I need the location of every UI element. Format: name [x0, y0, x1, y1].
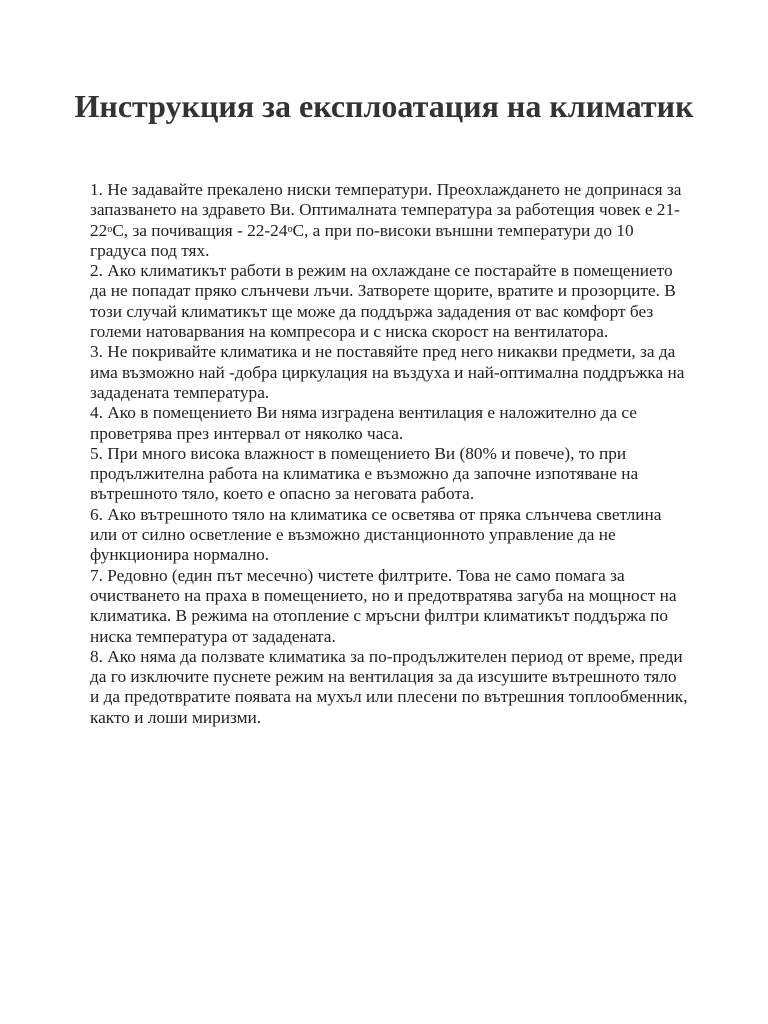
- instruction-item-2: 2. Ако климатикът работи в режим на охлаждане се постарайте в помещението да не попадат пряко слънчеви лъчи. Затворете щорите, вратите и прозорците. В този случай климатикът ще може да поддържа зададения от вас комфорт без големи натоварвания на компресора и с ниска скорост на вентилатора.: [90, 261, 676, 342]
- instruction-item-1-part-c: С, а при по-високи външни температури до 10 градуса под тях.: [90, 220, 634, 260]
- instruction-list: [90, 180, 690, 728]
- degree-mark: о: [287, 223, 293, 235]
- document-title: Инструкция за експлоатация на климатик: [74, 88, 694, 124]
- instruction-item-6: 6. Ако вътрешното тяло на климатика се осветява от пряка слънчева светлина или от силно осветление е възможно дистанционното управление да не функционира нормално.: [90, 504, 662, 565]
- instruction-item-3: 3. Не покривайте климатика и не поставяйте пред него никакви предмети, за да има възможно най -добра циркулация на въздуха и най-оптимална поддръжка на зададената температура.: [90, 342, 685, 402]
- instruction-item-1: [90, 180, 690, 261]
- instruction-item-7: 7. Редовно (един път месечно) чистете филтрите. Това не само помага за очистването на праха в помещението, но и предотвратява загуба на мощност на климатика. В режима на отопление с мръсни филтри климатикът поддържа по ниска температура от зададената.: [90, 565, 677, 646]
- instruction-item-1-part-a: 1. Не задавайте прекалено ниски температури. Преохлаждането не допринася за запазването на здравето Ви. Оптималната температура за работещия човек е 21-22: [90, 180, 682, 240]
- instruction-item-4: 4. Ако в помещението Ви няма изградена вентилация е наложително да се проветрява през интервал от няколко часа.: [90, 403, 637, 443]
- degree-mark: о: [107, 223, 113, 235]
- instruction-item-1-part-b: С, за почиващия - 22-24: [112, 220, 288, 240]
- instruction-item-8: 8. Ако няма да ползвате климатика за по-продължителен период от време, преди да го изключите пуснете режим на вентилация за да изсушите вътрешното тяло и да предотвратите появата на мухъл или плесени по вътрешния топлообменник, както и лоши миризми.: [90, 646, 688, 727]
- instruction-item-5: 5. При много висока влажност в помещението Ви (80% и повече), то при продължителна работа на климатика е възможно да започне изпотяване на вътрешното тяло, което е опасно за неговата работа.: [90, 443, 639, 504]
